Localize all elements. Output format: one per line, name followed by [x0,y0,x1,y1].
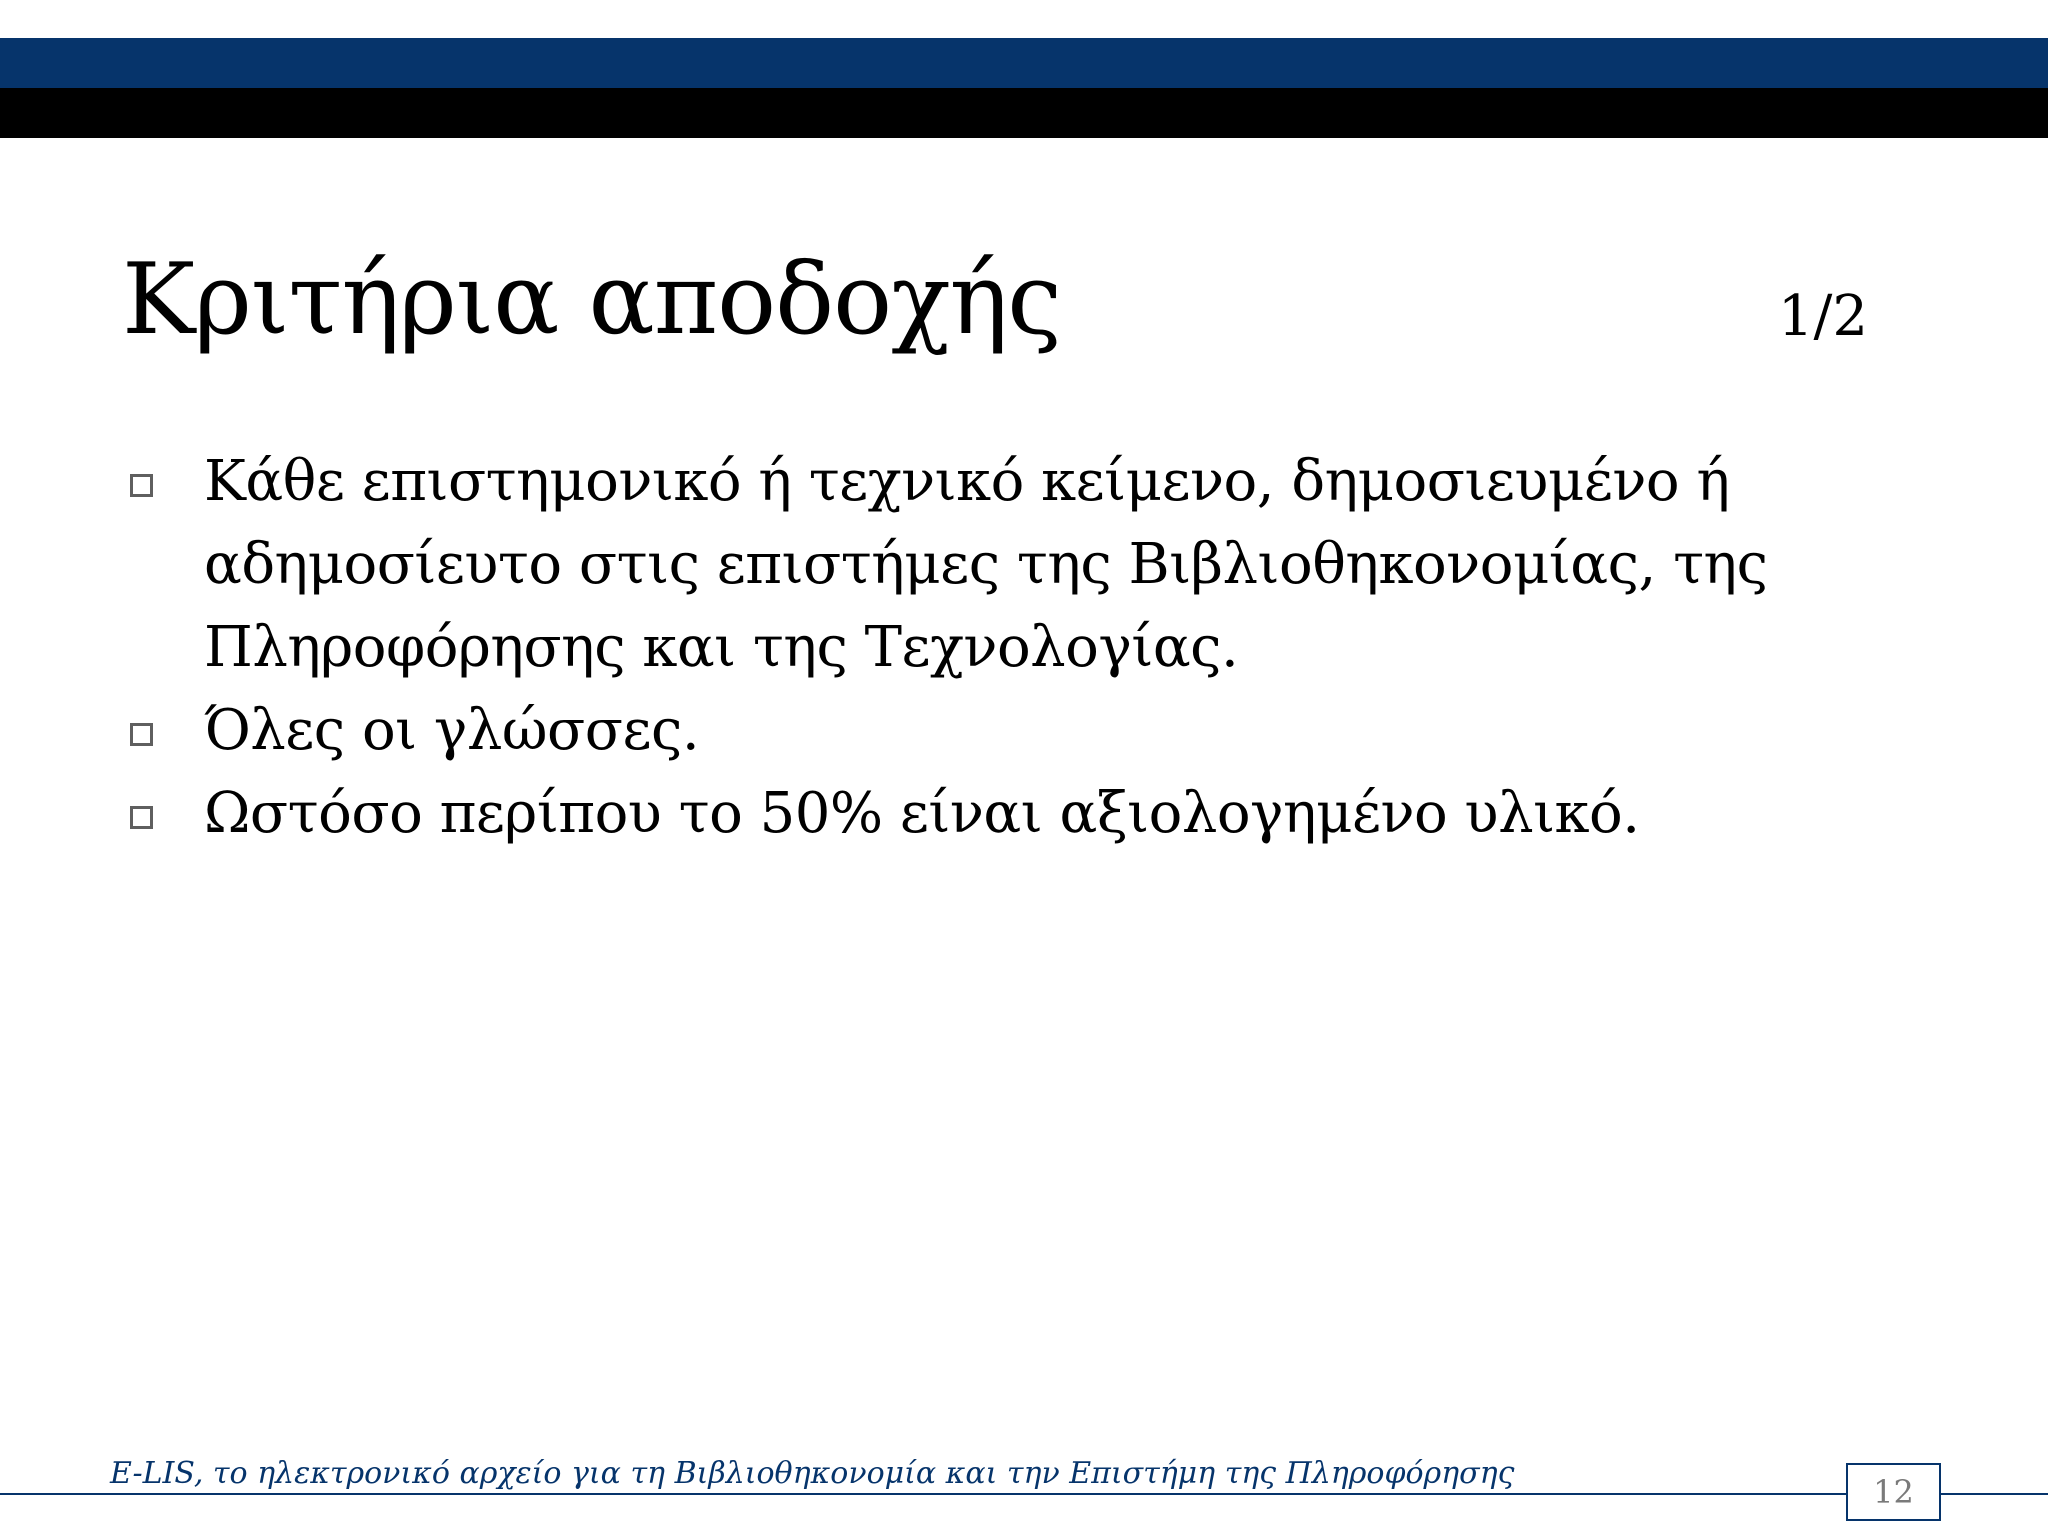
bullet-item [130,772,1890,855]
footer-rule [0,1493,2048,1495]
footer-caption: E-LIS, το ηλεκτρονικό αρχείο για τη Βιβλιοθηκονομία και την Επιστήμη της Πληροφόρησης [110,1456,1522,1492]
square-bullet-icon [130,806,153,829]
square-bullet-icon [130,474,153,497]
top-black-bar [0,88,2048,138]
bullet-item [130,440,1890,689]
bullet-item [130,689,1890,772]
square-bullet-icon [130,723,153,746]
top-blue-bar [0,38,2048,88]
page-number-box [1846,1463,1941,1521]
bullet-text: Όλες οι γλώσσες. [204,698,700,763]
bullet-text: Κάθε επιστημονικό ή τεχνικό κείμενο, δημοσιευμένο ή αδημοσίευτο στις επιστήμες της Βιβλιοθηκονομίας, της Πληροφόρησης και της Τεχνολογίας. [204,449,1768,680]
bullet-list [130,440,1890,855]
slide-part-indicator: 1/2 [1777,284,1868,349]
bullet-text: Ωστόσο περίπου το 50% είναι αξιολογημένο υλικό. [204,781,1640,846]
page-number: 12 [1873,1473,1914,1511]
slide-title: Κριτήρια αποδοχής [122,243,1062,357]
